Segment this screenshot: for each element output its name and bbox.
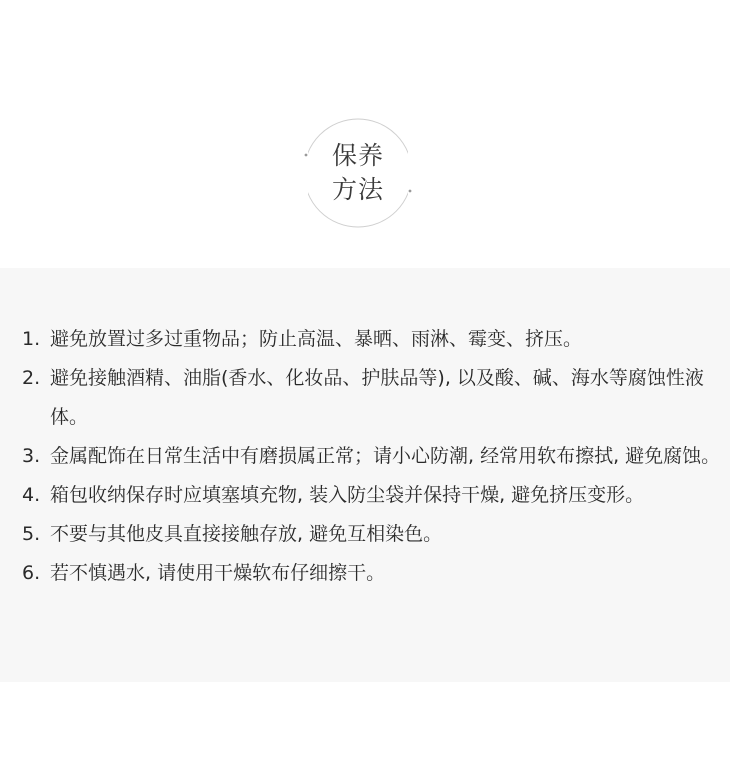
section-title-badge: [302, 117, 414, 229]
list-item-text: 不要与其他皮具直接接触存放, 避免互相染色。: [50, 523, 443, 545]
section-title: [302, 139, 414, 207]
list-item-number: 4.: [22, 484, 41, 506]
list-item: [22, 515, 722, 554]
care-instructions-panel: [0, 268, 730, 682]
list-item: [22, 359, 722, 437]
list-item-number: 3.: [22, 445, 41, 467]
list-item-text: 箱包收纳保存时应填塞填充物, 装入防尘袋并保持干燥, 避免挤压变形。: [50, 484, 645, 506]
list-item: [22, 554, 722, 593]
list-item-number: 1.: [22, 328, 41, 350]
list-item: [22, 476, 722, 515]
list-item-number: 2.: [22, 367, 41, 389]
section-title-line-1: 保养: [331, 141, 384, 170]
list-item-text: 金属配饰在日常生活中有磨损属正常；请小心防潮, 经常用软布擦拭, 避免腐蚀。: [50, 445, 721, 467]
list-item: [22, 437, 722, 476]
list-item-text: 避免放置过多过重物品；防止高温、暴晒、雨淋、霉变、挤压。: [50, 328, 583, 350]
list-item-number: 5.: [22, 523, 41, 545]
care-instructions-list: [22, 320, 722, 593]
list-item-number: 6.: [22, 562, 41, 584]
list-item: [22, 320, 722, 359]
section-title-line-2: 方法: [331, 175, 384, 204]
list-item-text: 若不慎遇水, 请使用干燥软布仔细擦干。: [50, 562, 386, 584]
list-item-text: 避免接触酒精、油脂(香水、化妆品、护肤品等), 以及酸、碱、海水等腐蚀性液体。: [50, 367, 704, 428]
